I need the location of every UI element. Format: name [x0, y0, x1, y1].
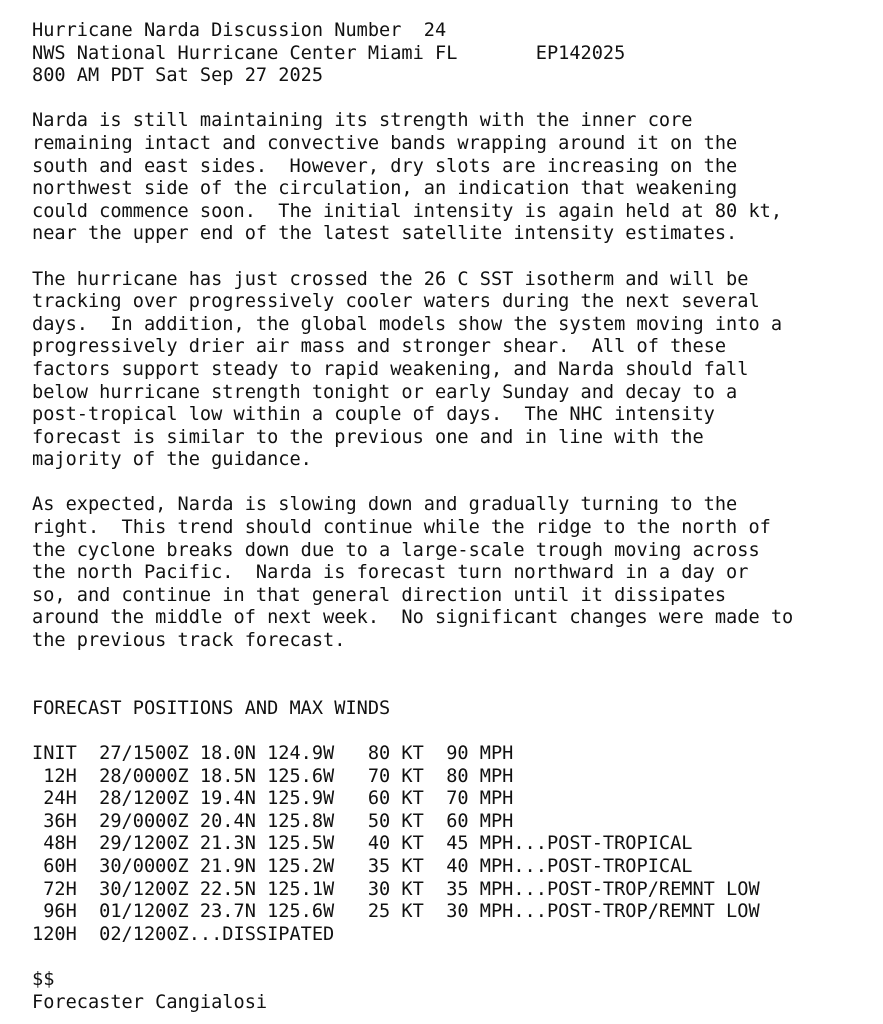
end-marker: $$	[32, 968, 55, 990]
text-line: post-tropical low within a couple of days. The NHC intensity	[32, 404, 715, 426]
forecast-row: 24H 28/1200Z 19.4N 125.9W 60 KT 70 MPH	[32, 788, 514, 810]
text-line: factors support steady to rapid weakening, and Narda should fall	[32, 358, 749, 380]
text-line: tracking over progressively cooler waters during the next several	[32, 291, 760, 313]
discussion-document	[32, 20, 872, 1014]
paragraph-track	[32, 494, 872, 652]
blank-line	[32, 246, 872, 269]
text-line: could commence soon. The initial intensity is again held at 80 kt,	[32, 200, 783, 222]
text-line: right. This trend should continue while the ridge to the north of	[32, 517, 771, 539]
blank-line	[32, 653, 872, 676]
text-line: around the middle of next week. No significant changes were made to	[32, 607, 794, 629]
text-line: the previous track forecast.	[32, 630, 346, 652]
forecast-row: 48H 29/1200Z 21.3N 125.5W 40 KT 45 MPH...POST-TROPICAL	[32, 833, 693, 855]
discussion-title: Hurricane Narda Discussion Number 24	[32, 20, 447, 41]
paragraph-intensity	[32, 110, 872, 246]
text-line: majority of the guidance.	[32, 449, 312, 471]
text-line: near the upper end of the latest satellite intensity estimates.	[32, 223, 738, 245]
paragraph-environment	[32, 269, 872, 472]
blank-line	[32, 946, 872, 969]
blank-line	[32, 675, 872, 698]
text-line: so, and continue in that general direction until it dissipates	[32, 584, 727, 606]
text-line: below hurricane strength tonight or early Sunday and decay to a	[32, 381, 738, 403]
forecaster-signature: Forecaster Cangialosi	[32, 991, 268, 1013]
text-line: remaining intact and convective bands wrapping around it on the	[32, 132, 738, 154]
forecast-row: 72H 30/1200Z 22.5N 125.1W 30 KT 35 MPH...POST-TROP/REMNT LOW	[32, 878, 760, 900]
text-line: forecast is similar to the previous one and in line with the	[32, 426, 704, 448]
text-line: The hurricane has just crossed the 26 C SST isotherm and will be	[32, 268, 749, 290]
text-line: the cyclone breaks down due to a large-scale trough moving across	[32, 539, 760, 561]
text-line: progressively drier air mass and stronger shear. All of these	[32, 336, 727, 358]
forecast-row: 36H 29/0000Z 20.4N 125.8W 50 KT 60 MPH	[32, 810, 514, 832]
blank-line	[32, 472, 872, 495]
blank-line	[32, 88, 872, 111]
issuing-office: NWS National Hurricane Center Miami FL EP142025	[32, 42, 626, 64]
forecast-heading: FORECAST POSITIONS AND MAX WINDS	[32, 697, 391, 719]
text-line: the north Pacific. Narda is forecast turn northward in a day or	[32, 562, 749, 584]
forecast-row: 12H 28/0000Z 18.5N 125.6W 70 KT 80 MPH	[32, 765, 514, 787]
forecast-row: INIT 27/1500Z 18.0N 124.9W 80 KT 90 MPH	[32, 743, 514, 764]
issue-time: 800 AM PDT Sat Sep 27 2025	[32, 65, 324, 87]
text-line: south and east sides. However, dry slots are increasing on the	[32, 155, 738, 177]
text-line: northwest side of the circulation, an indication that weakening	[32, 178, 738, 200]
forecast-row: 60H 30/0000Z 21.9N 125.2W 35 KT 40 MPH...POST-TROPICAL	[32, 855, 693, 877]
text-line: days. In addition, the global models show the system moving into a	[32, 313, 783, 335]
blank-line	[32, 720, 872, 743]
text-line: As expected, Narda is slowing down and gradually turning to the	[32, 494, 738, 516]
text-line: Narda is still maintaining its strength with the inner core	[32, 110, 693, 132]
forecast-row: 120H 02/1200Z...DISSIPATED	[32, 923, 335, 945]
forecast-table	[32, 743, 872, 946]
forecast-row: 96H 01/1200Z 23.7N 125.6W 25 KT 30 MPH...POST-TROP/REMNT LOW	[32, 901, 760, 923]
